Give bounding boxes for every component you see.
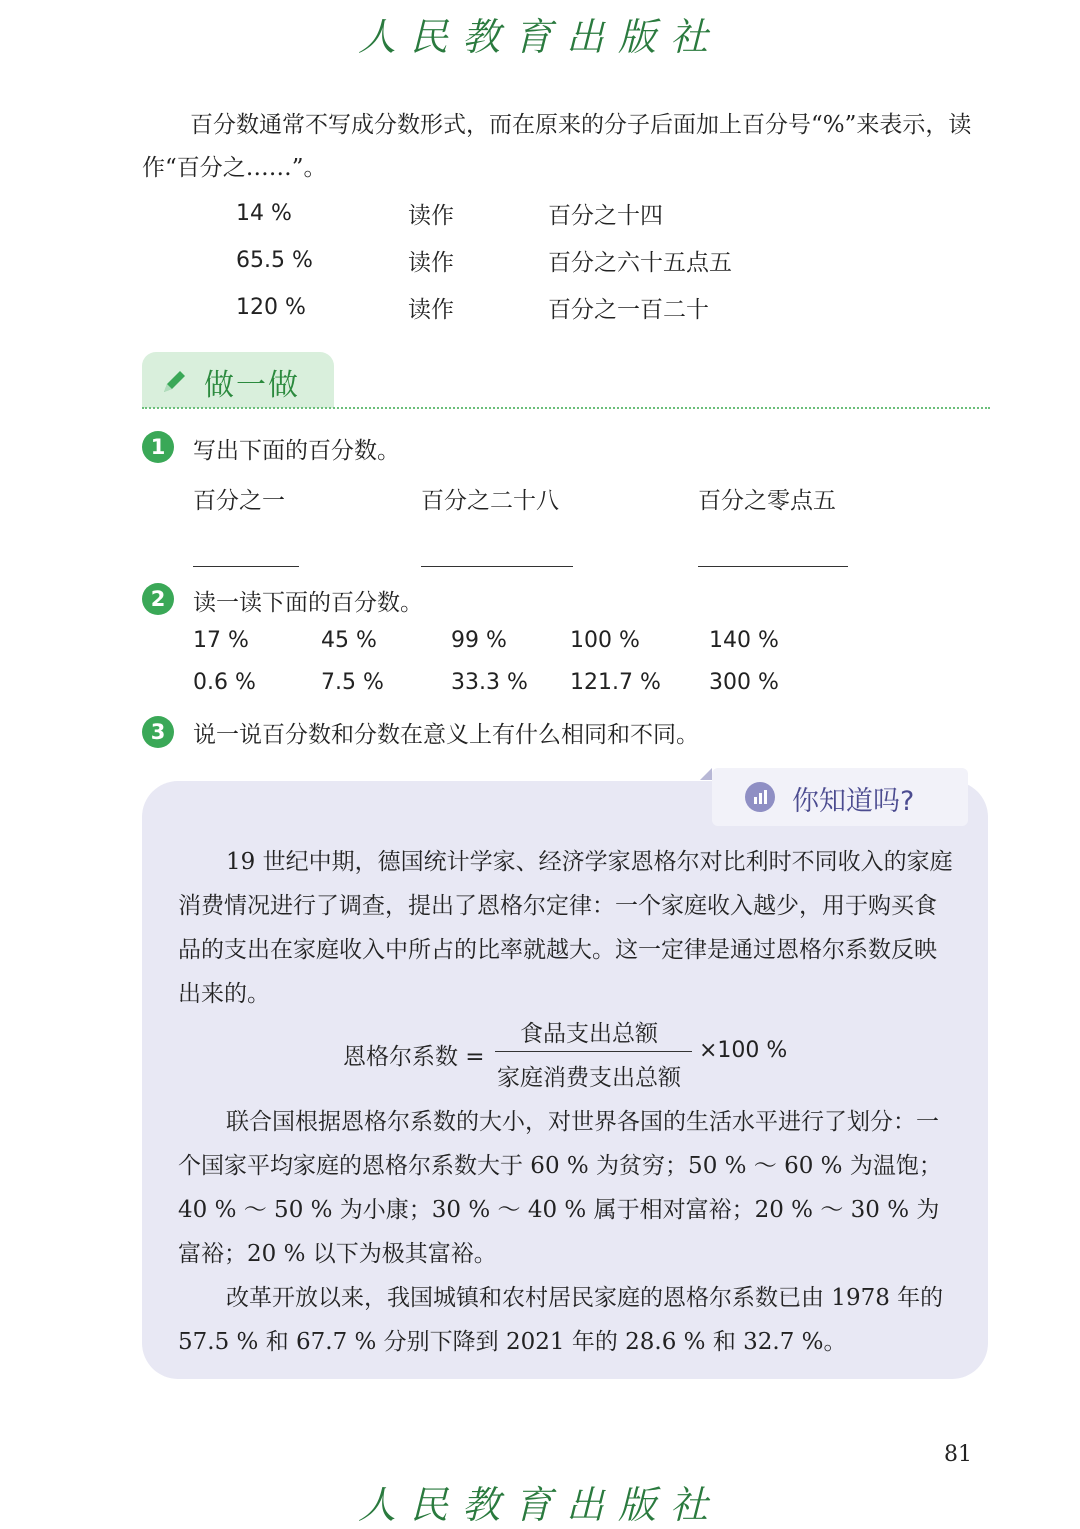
- percent-value: 14 %: [236, 201, 292, 226]
- percent-reading: 百分之六十五点五: [548, 250, 732, 276]
- percent-reading: 百分之十四: [548, 203, 663, 229]
- read-as-label: 读作: [408, 250, 454, 276]
- percent-item: 45 %: [321, 628, 377, 653]
- reading-row: [236, 284, 732, 331]
- answer-blank[interactable]: [421, 566, 573, 567]
- answer-blank[interactable]: [698, 566, 848, 567]
- reading-row: [236, 237, 732, 284]
- percent-item: 99 %: [451, 628, 507, 653]
- reading-row: [236, 190, 732, 237]
- question-number-badge: 2: [142, 583, 174, 615]
- percent-value: 65.5 %: [236, 248, 313, 273]
- section-divider: [142, 407, 990, 409]
- fraction-bar: [495, 1051, 692, 1052]
- section-header-do-it: [142, 352, 334, 408]
- fill-item: 百分之一: [193, 488, 285, 514]
- fill-item: 百分之二十八: [421, 488, 559, 514]
- formula-lhs: 恩格尔系数 =: [343, 1044, 485, 1070]
- percent-item: 140 %: [709, 628, 779, 653]
- china-engel-paragraph: [178, 1276, 954, 1364]
- paragraph-text: 19 世纪中期，德国统计学家、经济学家恩格尔对比利时不同收入的家庭消费情况进行了调查，提出了恩格尔定律：一个家庭收入越少，用于购买食品的支出在家庭收入中所占的比率就越大。这一定律是通过恩格尔系数反映出来的。: [178, 849, 953, 1007]
- paragraph-text: 联合国根据恩格尔系数的大小，对世界各国的生活水平进行了划分：一个国家平均家庭的恩格尔系数大于 60 % 为贫穷；50 % ～ 60 % 为温饱；40 % ～ 50 % 为小康；30 % ～ 40 % 属于相对富裕；20 % ～ 30 % 为富裕；20 % 以下为极其富裕。: [178, 1109, 942, 1267]
- publisher-logo-footer: 人民教育出版社: [357, 1483, 722, 1527]
- percent-item: 33.3 %: [451, 670, 528, 695]
- percent-item: 121.7 %: [570, 670, 661, 695]
- read-as-label: 读作: [408, 203, 454, 229]
- section-title: 做一做: [204, 368, 300, 403]
- percent-value: 120 %: [236, 295, 306, 320]
- formula-rhs: ×100 %: [699, 1038, 788, 1063]
- formula-denominator: 家庭消费支出总额: [497, 1065, 681, 1091]
- percent-reading: 百分之一百二十: [548, 297, 709, 323]
- did-you-know-tab: [712, 768, 968, 826]
- percent-item: 300 %: [709, 670, 779, 695]
- formula-numerator: 食品支出总额: [520, 1021, 658, 1047]
- un-classification-paragraph: [178, 1100, 954, 1276]
- intro-paragraph: [142, 104, 992, 190]
- publisher-logo-header: 人民教育出版社: [357, 15, 722, 59]
- percent-item: 17 %: [193, 628, 249, 653]
- percent-item: 100 %: [570, 628, 640, 653]
- tab-fold: [700, 768, 712, 780]
- intro-text: 百分数通常不写成分数形式，而在原来的分子后面加上百分号“%”来表示，读作“百分之……”。: [142, 112, 972, 181]
- reading-examples: [236, 190, 732, 331]
- engel-history-paragraph: [178, 840, 954, 1016]
- question-2-text: 读一读下面的百分数。: [193, 590, 423, 616]
- paragraph-text: 改革开放以来，我国城镇和农村居民家庭的恩格尔系数已由 1978 年的 57.5 % 和 67.7 % 分别下降到 2021 年的 28.6 % 和 32.7 %。: [178, 1285, 944, 1355]
- question-3-text: 说一说百分数和分数在意义上有什么相同和不同。: [193, 722, 699, 748]
- read-as-label: 读作: [408, 297, 454, 323]
- question-number-badge: 3: [142, 716, 174, 748]
- bar-chart-icon: [745, 782, 775, 812]
- percent-item: 0.6 %: [193, 670, 256, 695]
- answer-blank[interactable]: [193, 566, 299, 567]
- question-number-badge: 1: [142, 431, 174, 463]
- fill-item: 百分之零点五: [698, 488, 836, 514]
- did-you-know-title: 你知道吗?: [792, 786, 915, 817]
- question-1-text: 写出下面的百分数。: [193, 438, 400, 464]
- pencil-icon: [160, 366, 190, 396]
- percent-item: 7.5 %: [321, 670, 384, 695]
- page-number: 81: [944, 1442, 972, 1467]
